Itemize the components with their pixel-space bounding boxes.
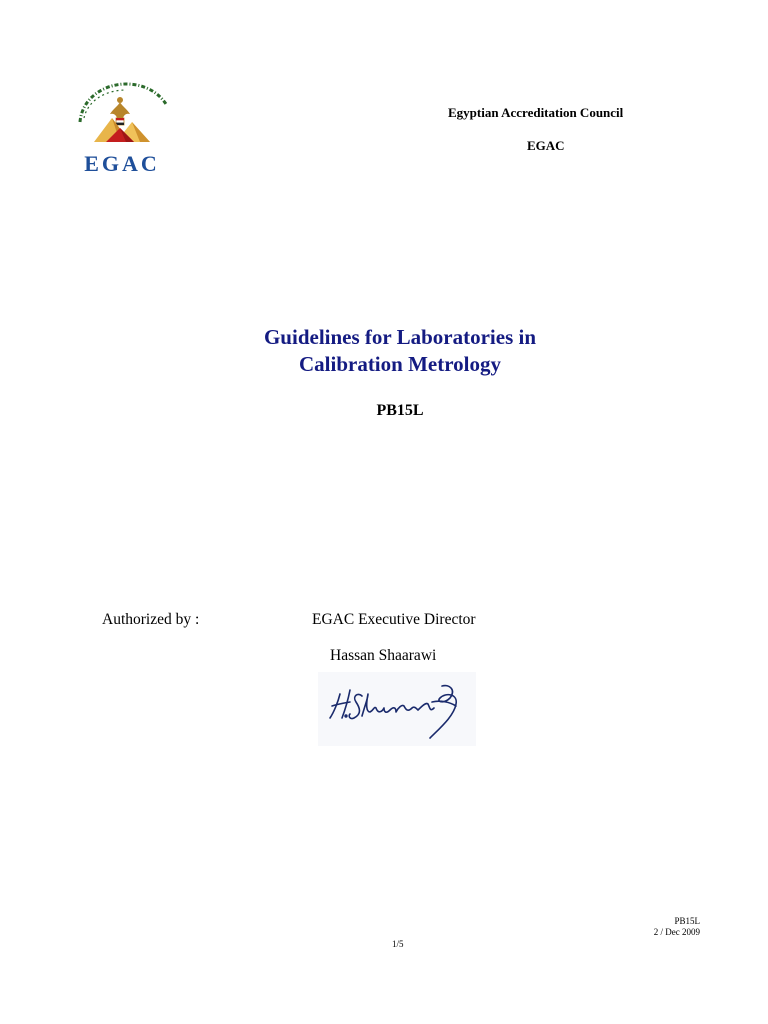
authorizer-role: EGAC Executive Director bbox=[312, 611, 476, 628]
signature-graphic bbox=[318, 672, 476, 746]
egac-logo-graphic bbox=[70, 78, 174, 176]
logo-wordmark: EGAC bbox=[84, 151, 160, 176]
document-title-line-1: Guidelines for Laboratories in bbox=[263, 325, 537, 349]
document-title-line-2: Calibration Metrology bbox=[298, 352, 501, 376]
council-name: Egyptian Accreditation Council bbox=[448, 105, 624, 120]
council-abbreviation: EGAC bbox=[527, 138, 565, 153]
footer-date: 2 / Dec 2009 bbox=[653, 927, 700, 937]
page-number: 1/5 bbox=[392, 939, 404, 949]
document-code: PB15L bbox=[376, 402, 424, 419]
egac-logo bbox=[70, 78, 174, 176]
authorizer-name: Hassan Shaarawi bbox=[330, 647, 437, 664]
signature bbox=[318, 672, 476, 746]
footer-document-code: PB15L bbox=[674, 916, 700, 926]
authorized-by-label: Authorized by : bbox=[102, 611, 200, 628]
